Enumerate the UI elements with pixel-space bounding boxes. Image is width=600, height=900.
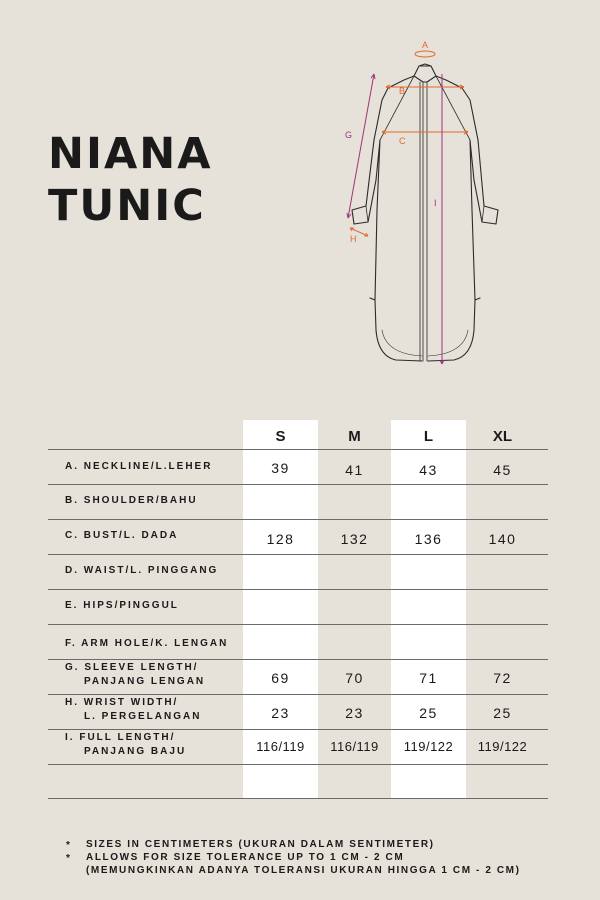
row-label-line: C. BUST/L. DADA	[65, 530, 179, 541]
row-divider	[48, 484, 548, 485]
note-bullet: *	[66, 840, 72, 851]
row-divider	[48, 659, 548, 660]
row-label-line-2: L. PERGELANGAN	[84, 711, 202, 722]
row-label-line: A. NECKLINE/L.LEHER	[65, 461, 213, 472]
cell-full-length-s: 116/119	[256, 739, 305, 754]
measure-label-h: H	[350, 234, 357, 244]
note-text-continued: (MEMUNGKINKAN ADANYA TOLERANSI UKURAN HINGGA 1 CM - 2 CM)	[86, 865, 521, 876]
cell-neckline-s: 39	[271, 460, 290, 476]
note-item	[66, 851, 521, 877]
size-chart-table	[48, 420, 548, 800]
row-label-neckline	[65, 460, 212, 474]
row-label-arm-hole	[65, 637, 228, 651]
row-label-line-2: PANJANG LENGAN	[84, 676, 206, 687]
row-label-wrist-width	[65, 696, 201, 724]
measure-label-a: A	[422, 40, 429, 50]
row-label-line-2: PANJANG BAJU	[84, 746, 187, 757]
cell-neckline-l: 43	[419, 462, 438, 478]
row-label-line: F. ARM HOLE/K. LENGAN	[65, 638, 229, 649]
cell-full-length-xl: 119/122	[477, 739, 528, 754]
cell-wrist-l: 25	[419, 705, 438, 721]
row-divider	[48, 554, 548, 555]
row-label-hips	[65, 599, 179, 613]
cell-wrist-s: 23	[271, 705, 290, 721]
row-divider	[48, 729, 548, 730]
row-divider	[48, 694, 548, 695]
row-label-line: G. SLEEVE LENGTH/	[65, 662, 199, 673]
product-title	[48, 128, 213, 232]
note-text: SIZES IN CENTIMETERS (UKURAN DALAM SENTIMETER)	[86, 839, 435, 850]
row-divider	[48, 764, 548, 765]
row-label-line: B. SHOULDER/BAHU	[65, 495, 198, 506]
note-text: ALLOWS FOR SIZE TOLERANCE UP TO 1 CM - 2 CM	[86, 852, 405, 863]
cell-full-length-l: 119/122	[403, 739, 454, 754]
row-label-line: E. HIPS/PINGGUL	[65, 600, 179, 611]
row-divider	[48, 449, 548, 450]
cell-wrist-xl: 25	[493, 705, 512, 721]
measure-label-g: G	[345, 130, 353, 140]
cell-full-length-m: 116/119	[330, 739, 379, 754]
size-header-m: M	[348, 428, 361, 445]
size-header-l: L	[423, 428, 434, 445]
measure-label-i: I	[434, 198, 437, 208]
row-label-shoulder	[65, 494, 198, 508]
row-label-line: D. WAIST/L. PINGGANG	[65, 565, 219, 576]
cell-sleeve-xl: 72	[493, 670, 512, 686]
row-label-full-length	[65, 731, 186, 759]
row-label-bust	[65, 529, 178, 543]
cell-bust-m: 132	[340, 531, 369, 547]
title-line-2: TUNIC	[48, 181, 206, 231]
cell-bust-xl: 140	[488, 531, 517, 547]
tunic-measurement-diagram	[330, 30, 510, 380]
size-header-s: S	[275, 428, 286, 445]
row-divider	[48, 798, 548, 799]
cell-bust-s: 128	[266, 531, 295, 547]
cell-wrist-m: 23	[345, 705, 364, 721]
row-divider	[48, 519, 548, 520]
size-notes	[66, 838, 521, 877]
row-label-waist	[65, 564, 218, 578]
cell-sleeve-m: 70	[345, 670, 364, 686]
measure-label-b: B	[399, 86, 406, 96]
row-label-line: I. FULL LENGTH/	[65, 732, 176, 743]
cell-bust-l: 136	[414, 531, 443, 547]
row-divider	[48, 589, 548, 590]
row-label-line: H. WRIST WIDTH/	[65, 697, 179, 708]
row-label-sleeve-length	[65, 661, 205, 689]
cell-neckline-xl: 45	[493, 462, 512, 478]
cell-sleeve-s: 69	[271, 670, 290, 686]
note-item	[66, 838, 521, 851]
row-divider	[48, 624, 548, 625]
note-bullet: *	[66, 853, 72, 864]
cell-sleeve-l: 71	[419, 670, 438, 686]
measure-label-c: C	[399, 136, 406, 146]
size-header-xl: XL	[492, 428, 513, 445]
cell-neckline-m: 41	[345, 462, 364, 478]
title-line-1: NIANA	[48, 129, 213, 179]
